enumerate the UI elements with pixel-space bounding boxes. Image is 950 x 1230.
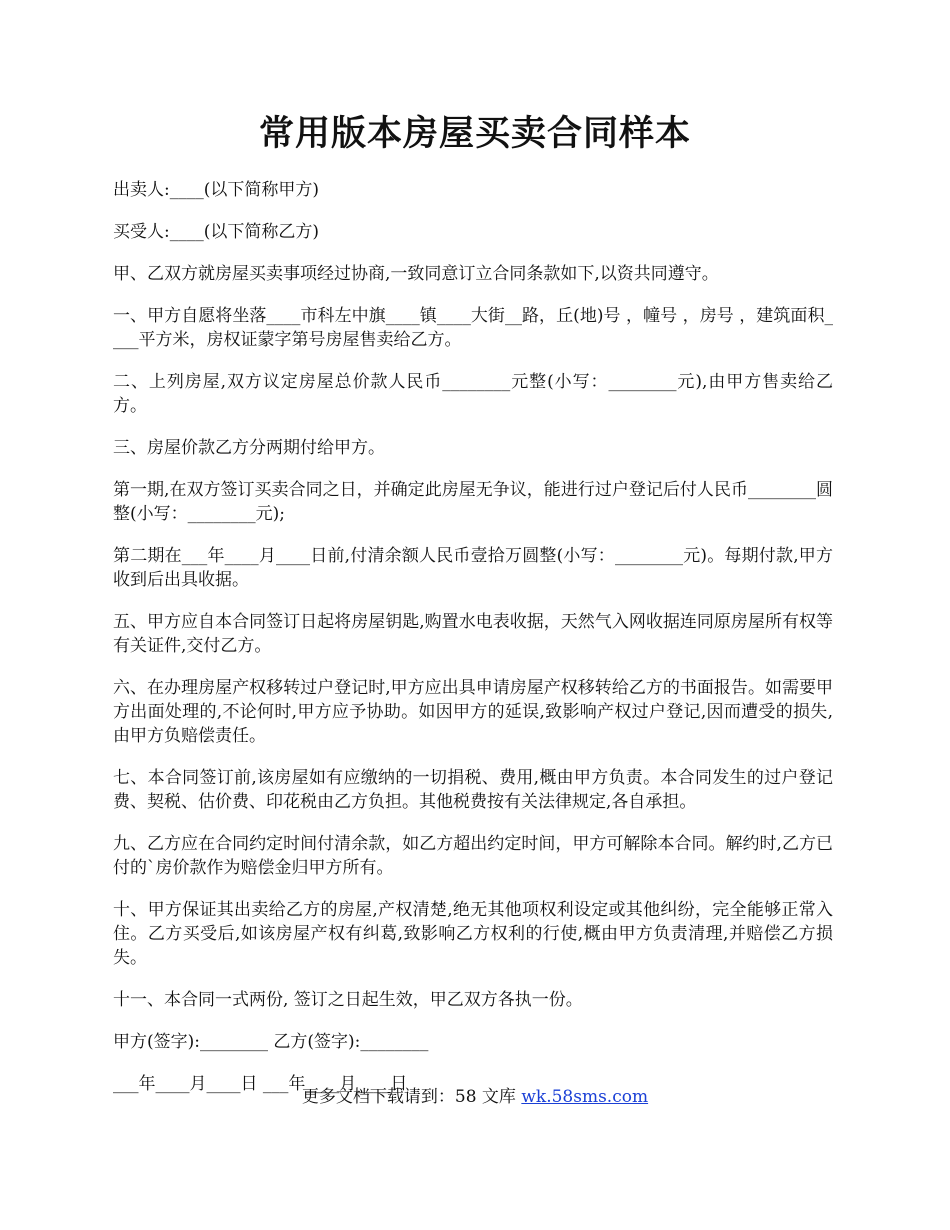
document-title: 常用版本房屋买卖合同样本 xyxy=(258,113,691,154)
footer-link[interactable]: wk.58sms.com xyxy=(521,1087,649,1107)
paragraph-clause-6: 六、在办理房屋产权移转过户登记时,甲方应出具申请房屋产权移转给乙方的书面报告。如需要甲方出面处理的,不论何时,甲方应予协助。如因甲方的延误,致影响产权过户登记,因而遭受的损失,由甲方负赔偿责任。 xyxy=(113,678,833,746)
paragraph-clause-2: 二、上列房屋,双方议定房屋总价款人民币________元整(小写：________元),由甲方售卖给乙方。 xyxy=(113,372,833,416)
date-line: ___年____月____日 ___年____月____日 xyxy=(113,1074,408,1094)
document-body xyxy=(113,178,833,1114)
paragraph-clause-7: 七、本合同签订前,该房屋如有应缴纳的一切捐税、费用,概由甲方负责。本合同发生的过户登记费、契税、估价费、印花税由乙方负担。其他税费按有关法律规定,各自承担。 xyxy=(113,768,833,812)
signature-line: 甲方(签字):________ 乙方(签字):________ xyxy=(113,1032,429,1052)
paragraph-first-payment: 第一期,在双方签订买卖合同之日，并确定此房屋无争议，能进行过户登记后付人民币________圆整(小写：________元); xyxy=(113,480,833,524)
paragraph-clause-11: 十一、本合同一式两份, 签订之日起生效，甲乙双方各执一份。 xyxy=(113,990,583,1010)
paragraph-preamble: 甲、乙双方就房屋买卖事项经过协商,一致同意订立合同条款如下,以资共同遵守。 xyxy=(113,264,719,284)
paragraph-clause-5: 五、甲方应自本合同签订日起将房屋钥匙,购置水电表收据，天然气入网收据连同原房屋所有权等有关证件,交付乙方。 xyxy=(113,612,833,656)
paragraph-buyer: 买受人:____(以下简称乙方) xyxy=(113,222,319,242)
paragraph-clause-10: 十、甲方保证其出卖给乙方的房屋,产权清楚,绝无其他项权利设定或其他纠纷，完全能够正常入住。乙方买受后,如该房屋产权有纠葛,致影响乙方权利的行使,概由甲方负责清理,并赔偿乙方损失。 xyxy=(113,900,833,968)
paragraph-clause-9: 九、乙方应在合同约定时间付清余款，如乙方超出约定时间，甲方可解除本合同。解约时,乙方已付的`房价款作为赔偿金归甲方所有。 xyxy=(113,834,833,878)
paragraph-seller: 出卖人:____(以下简称甲方) xyxy=(113,180,319,200)
paragraph-clause-3: 三、房屋价款乙方分两期付给甲方。 xyxy=(113,438,385,458)
paragraph-clause-1: 一、甲方自愿将坐落____市科左中旗____镇____大街__路，丘(地)号 ，幢号 ，房号 ，建筑面积____平方米，房权证蒙字第号房屋售卖给乙方。 xyxy=(113,306,833,350)
paragraph-second-payment: 第二期在___年____月____日前,付清余额人民币壹拾万圆整(小写：________元)。每期付款,甲方收到后出具收据。 xyxy=(113,546,833,590)
footer-text: 更多文档下载请到：58 文库 xyxy=(301,1087,522,1107)
footer xyxy=(0,1085,950,1109)
